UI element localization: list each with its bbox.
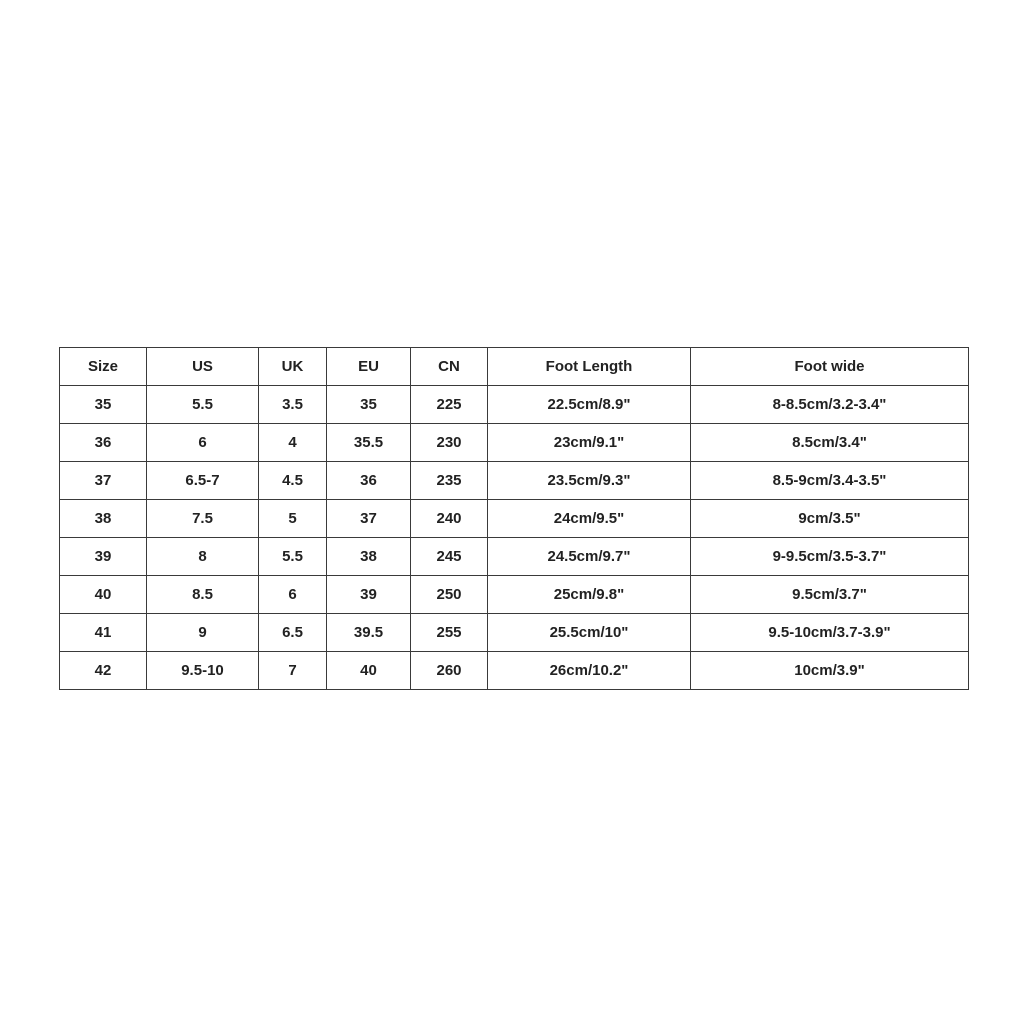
header-us: US — [147, 348, 259, 386]
cell-us: 7.5 — [147, 500, 259, 538]
table-row — [60, 500, 969, 538]
cell-uk: 4.5 — [259, 462, 327, 500]
cell-size: 36 — [60, 424, 147, 462]
cell-foot-wide: 8-8.5cm/3.2-3.4" — [691, 386, 969, 424]
cell-cn: 250 — [411, 576, 488, 614]
header-uk: UK — [259, 348, 327, 386]
cell-size: 39 — [60, 538, 147, 576]
cell-foot-length: 24.5cm/9.7" — [488, 538, 691, 576]
table-row — [60, 576, 969, 614]
cell-eu: 39 — [327, 576, 411, 614]
cell-us: 5.5 — [147, 386, 259, 424]
cell-cn: 240 — [411, 500, 488, 538]
cell-foot-length: 25.5cm/10" — [488, 614, 691, 652]
cell-size: 42 — [60, 652, 147, 690]
cell-cn: 230 — [411, 424, 488, 462]
cell-foot-length: 25cm/9.8" — [488, 576, 691, 614]
cell-size: 38 — [60, 500, 147, 538]
header-size: Size — [60, 348, 147, 386]
cell-eu: 38 — [327, 538, 411, 576]
header-foot-wide: Foot wide — [691, 348, 969, 386]
cell-us: 8 — [147, 538, 259, 576]
cell-cn: 235 — [411, 462, 488, 500]
cell-uk: 5 — [259, 500, 327, 538]
cell-foot-length: 22.5cm/8.9" — [488, 386, 691, 424]
cell-eu: 40 — [327, 652, 411, 690]
table-row — [60, 538, 969, 576]
cell-cn: 225 — [411, 386, 488, 424]
cell-foot-wide: 9.5-10cm/3.7-3.9" — [691, 614, 969, 652]
cell-uk: 4 — [259, 424, 327, 462]
cell-uk: 5.5 — [259, 538, 327, 576]
cell-foot-wide: 8.5cm/3.4" — [691, 424, 969, 462]
header-cn: CN — [411, 348, 488, 386]
table-row — [60, 614, 969, 652]
cell-foot-wide: 10cm/3.9" — [691, 652, 969, 690]
cell-foot-length: 23cm/9.1" — [488, 424, 691, 462]
cell-uk: 3.5 — [259, 386, 327, 424]
cell-foot-wide: 8.5-9cm/3.4-3.5" — [691, 462, 969, 500]
cell-foot-length: 26cm/10.2" — [488, 652, 691, 690]
table-row — [60, 386, 969, 424]
cell-foot-length: 24cm/9.5" — [488, 500, 691, 538]
cell-uk: 6.5 — [259, 614, 327, 652]
cell-cn: 245 — [411, 538, 488, 576]
cell-size: 37 — [60, 462, 147, 500]
header-row — [60, 348, 969, 386]
cell-cn: 255 — [411, 614, 488, 652]
cell-foot-wide: 9.5cm/3.7" — [691, 576, 969, 614]
cell-foot-wide: 9cm/3.5" — [691, 500, 969, 538]
cell-eu: 35 — [327, 386, 411, 424]
cell-eu: 36 — [327, 462, 411, 500]
cell-us: 6 — [147, 424, 259, 462]
cell-size: 35 — [60, 386, 147, 424]
cell-foot-length: 23.5cm/9.3" — [488, 462, 691, 500]
cell-us: 8.5 — [147, 576, 259, 614]
cell-eu: 37 — [327, 500, 411, 538]
cell-eu: 35.5 — [327, 424, 411, 462]
cell-size: 41 — [60, 614, 147, 652]
table-row — [60, 462, 969, 500]
header-eu: EU — [327, 348, 411, 386]
cell-cn: 260 — [411, 652, 488, 690]
cell-eu: 39.5 — [327, 614, 411, 652]
cell-uk: 7 — [259, 652, 327, 690]
table-row — [60, 652, 969, 690]
size-chart-table — [59, 347, 969, 690]
cell-us: 9 — [147, 614, 259, 652]
cell-foot-wide: 9-9.5cm/3.5-3.7" — [691, 538, 969, 576]
table-row — [60, 424, 969, 462]
cell-size: 40 — [60, 576, 147, 614]
cell-us: 6.5-7 — [147, 462, 259, 500]
cell-us: 9.5-10 — [147, 652, 259, 690]
cell-uk: 6 — [259, 576, 327, 614]
header-foot-length: Foot Length — [488, 348, 691, 386]
